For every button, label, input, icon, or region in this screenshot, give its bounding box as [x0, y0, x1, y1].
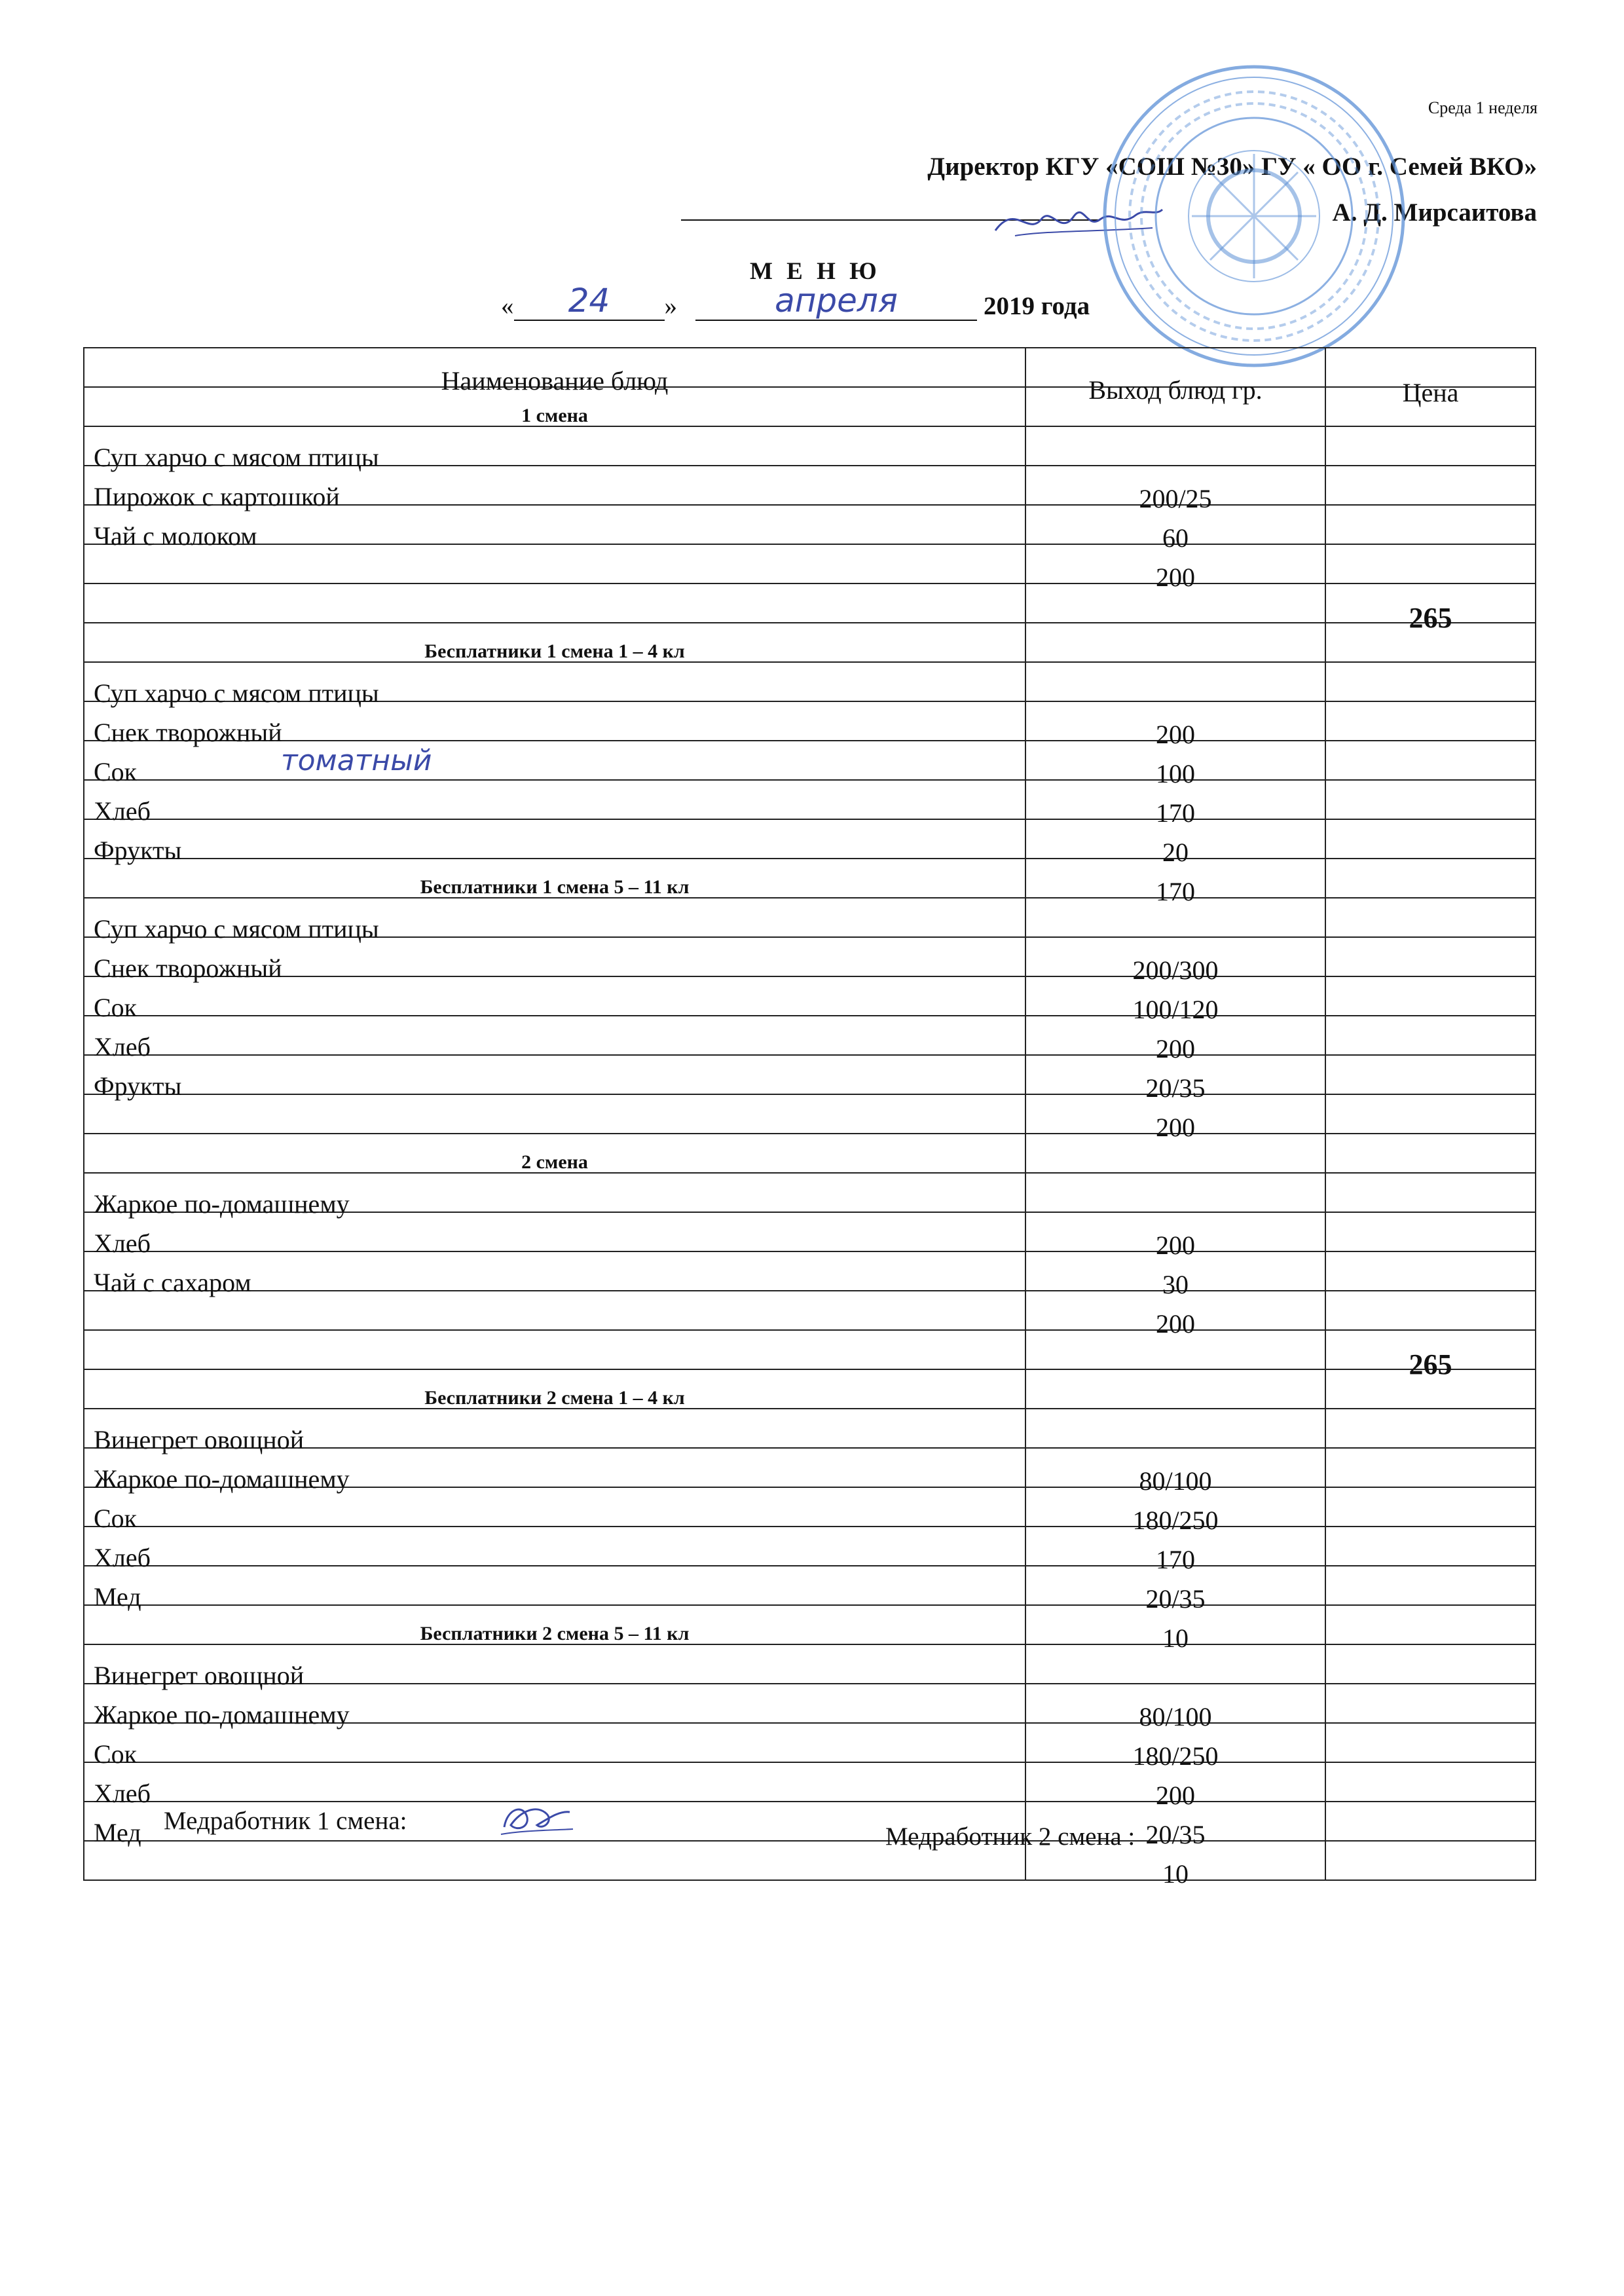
- dish-name: Винегрет овощной: [94, 1425, 304, 1454]
- menu-table: [83, 347, 1536, 1889]
- price-cell: [1325, 1723, 1536, 1762]
- dish-name-cell: [84, 741, 1025, 787]
- dish-weight: 80/100: [1139, 1702, 1212, 1731]
- price-cell: [1325, 1605, 1536, 1644]
- table-row: [84, 1173, 1536, 1212]
- price-cell: [1325, 1527, 1536, 1566]
- dish-name-cell: [84, 1212, 1025, 1258]
- dish-weight: 200: [1156, 1034, 1195, 1064]
- price-cell: [1325, 1448, 1536, 1487]
- price-cell: [1325, 505, 1536, 544]
- dish-name-cell: [84, 1605, 1025, 1644]
- menu-title: М Е Н Ю: [750, 258, 881, 285]
- dish-name: Жаркое по-домашнему: [94, 1464, 350, 1494]
- dish-name: Фрукты: [94, 1071, 182, 1101]
- weight-cell: [1025, 1448, 1325, 1496]
- dish-weight: 200: [1156, 720, 1195, 749]
- weight-cell: [1025, 1016, 1325, 1064]
- section-title: Бесплатники 1 смена 1 – 4 кл: [424, 640, 685, 662]
- dish-name: Сок: [94, 993, 138, 1022]
- dish-weight: 200: [1156, 1781, 1195, 1810]
- dish-name: Мед: [94, 1582, 141, 1612]
- date-close-quote: »: [664, 292, 677, 320]
- table-row: [84, 544, 1536, 583]
- price-cell: [1325, 544, 1536, 583]
- section-row: [84, 623, 1536, 662]
- dish-name-cell: [84, 976, 1025, 1022]
- weight-cell: [1025, 859, 1325, 906]
- dish-name-cell: [84, 1566, 1025, 1612]
- dish-name-cell: [84, 1448, 1025, 1494]
- weight-cell: [1025, 1762, 1325, 1810]
- price-cell: [1325, 701, 1536, 741]
- dish-weight: 180/250: [1132, 1506, 1219, 1535]
- dish-name-cell: [84, 1055, 1025, 1101]
- table-row: [84, 426, 1536, 466]
- dish-weight: 200/25: [1139, 484, 1212, 513]
- price-cell: [1325, 1094, 1536, 1134]
- dish-name: Фрукты: [94, 836, 182, 865]
- dish-name: Жаркое по-домашнему: [94, 1700, 350, 1730]
- dish-name: Хлеб: [94, 1543, 151, 1572]
- table-row: [84, 505, 1536, 544]
- table-row: [84, 1644, 1536, 1684]
- handwritten-note: томатный: [281, 744, 432, 777]
- week-label: Среда 1 неделя: [1428, 98, 1538, 117]
- dish-name-cell: [84, 1409, 1025, 1454]
- dish-weight: 200: [1156, 1113, 1195, 1142]
- dish-name-cell: [84, 1487, 1025, 1533]
- table-row: [84, 741, 1536, 780]
- dish-name-cell: [84, 662, 1025, 708]
- date-month-field: [695, 282, 977, 321]
- dish-price: 265: [1409, 1348, 1452, 1380]
- price-cell: [1325, 1016, 1536, 1055]
- dish-weight: 180/250: [1132, 1741, 1219, 1771]
- weight-cell: [1025, 1134, 1325, 1173]
- weight-cell: [1025, 426, 1325, 466]
- price-cell: [1325, 1409, 1536, 1448]
- table-row: [84, 1723, 1536, 1762]
- dish-name-cell: [84, 1723, 1025, 1769]
- section-row: [84, 1134, 1536, 1173]
- dish-name-cell: [84, 937, 1025, 983]
- dish-name: Пирожок с картошкой: [94, 482, 340, 511]
- dish-weight: 200: [1156, 1309, 1195, 1339]
- weight-cell: [1025, 1094, 1325, 1142]
- weight-cell: [1025, 701, 1325, 749]
- dish-name-cell: [84, 1291, 1025, 1330]
- table-row: [84, 1016, 1536, 1055]
- header-price-cell: [1325, 348, 1536, 407]
- price-cell: [1325, 1487, 1536, 1527]
- table-row: [84, 1251, 1536, 1291]
- weight-cell: [1025, 1723, 1325, 1771]
- section-row: [84, 387, 1536, 426]
- med-signature-icon: [491, 1791, 576, 1843]
- dish-name-cell: [84, 544, 1025, 583]
- dish-name-cell: [84, 466, 1025, 511]
- dish-weight: 170: [1156, 798, 1195, 828]
- dish-name: Суп харчо с мясом птицы: [94, 914, 379, 944]
- weight-cell: [1025, 976, 1325, 1024]
- table-row: [84, 1487, 1536, 1527]
- weight-cell: [1025, 1487, 1325, 1535]
- price-cell: [1325, 1055, 1536, 1094]
- price-cell: [1325, 1644, 1536, 1684]
- med-shift1-label: Медработник 1 смена:: [164, 1807, 407, 1835]
- col-price-header: Цена: [1402, 378, 1459, 407]
- weight-cell: [1025, 466, 1325, 513]
- section-title: Бесплатники 2 смена 1 – 4 кл: [424, 1387, 685, 1409]
- director-name: А. Д. Мирсаитова: [1332, 198, 1537, 227]
- date-day-field: [514, 282, 665, 321]
- weight-cell: [1025, 819, 1325, 867]
- price-cell: [1325, 859, 1536, 898]
- dish-name-cell: [84, 1016, 1025, 1062]
- price-cell: [1325, 387, 1536, 426]
- weight-cell: [1025, 387, 1325, 426]
- dish-name: Винегрет овощной: [94, 1661, 304, 1690]
- dish-name-cell: [84, 819, 1025, 865]
- weight-cell: [1025, 1644, 1325, 1684]
- dish-weight: 100: [1156, 759, 1195, 788]
- dish-name-cell: [84, 1251, 1025, 1297]
- dish-name: Чай с молоком: [94, 521, 257, 551]
- table-row: [84, 662, 1536, 701]
- price-cell: [1325, 1173, 1536, 1212]
- dish-weight: 20/35: [1145, 1820, 1206, 1849]
- price-cell: [1325, 1684, 1536, 1723]
- dish-weight: 20/35: [1145, 1584, 1206, 1614]
- med-shift2-label: Медработник 2 смена :: [885, 1823, 1135, 1851]
- dish-weight: 60: [1162, 523, 1189, 553]
- weight-cell: [1025, 898, 1325, 937]
- table-row: [84, 701, 1536, 741]
- weight-cell: [1025, 505, 1325, 553]
- weight-cell: [1025, 544, 1325, 592]
- weight-cell: [1025, 662, 1325, 701]
- menu-date: [501, 282, 1090, 321]
- dish-weight: 100/120: [1132, 995, 1219, 1024]
- dish-name-cell: [84, 1134, 1025, 1173]
- price-cell: [1325, 1762, 1536, 1802]
- date-month: апреля: [775, 282, 898, 320]
- table-row: [84, 898, 1536, 937]
- dish-name: Сок: [94, 1504, 138, 1533]
- date-year: 2019 года: [984, 292, 1090, 320]
- dish-name: Сок: [94, 757, 138, 787]
- price-cell: [1325, 937, 1536, 976]
- price-cell: [1325, 741, 1536, 780]
- price-cell: [1325, 1566, 1536, 1605]
- dish-name: Хлеб: [94, 796, 151, 826]
- dish-name: Хлеб: [94, 1229, 151, 1258]
- price-cell: [1325, 1212, 1536, 1251]
- dish-name: Хлеб: [94, 1779, 151, 1808]
- weight-cell: [1025, 937, 1325, 985]
- table-row: [84, 583, 1536, 623]
- dish-weight: 10: [1162, 1859, 1189, 1889]
- section-title: 2 смена: [521, 1151, 588, 1173]
- price-cell: [1325, 426, 1536, 466]
- weight-cell: [1025, 1409, 1325, 1448]
- dish-weight: 20/35: [1145, 1073, 1206, 1103]
- table-row: [84, 1684, 1536, 1723]
- dish-weight: 170: [1156, 877, 1195, 906]
- dish-name: Мед: [94, 1818, 141, 1847]
- price-cell: [1325, 1251, 1536, 1291]
- section-row: [84, 1369, 1536, 1409]
- weight-cell: [1025, 741, 1325, 788]
- dish-name: Жаркое по-домашнему: [94, 1189, 350, 1219]
- weight-cell: [1025, 1566, 1325, 1614]
- price-cell: [1325, 1841, 1536, 1880]
- col-weight-header: Выход блюд гр.: [1088, 375, 1263, 405]
- dish-name: Сок: [94, 1739, 138, 1769]
- dish-weight: 30: [1162, 1270, 1189, 1299]
- section-title: 1 смена: [521, 405, 588, 426]
- date-open-quote: «: [501, 292, 514, 320]
- header-weight-cell: [1025, 348, 1325, 405]
- date-day: 24: [568, 282, 610, 320]
- price-cell: [1325, 780, 1536, 819]
- dish-name-cell: [84, 505, 1025, 551]
- table-row: [84, 1330, 1536, 1369]
- dish-name-cell: [84, 898, 1025, 944]
- price-cell: [1325, 976, 1536, 1016]
- table-row: [84, 466, 1536, 505]
- dish-name-cell: [84, 859, 1025, 898]
- table-row: [84, 819, 1536, 859]
- price-cell: [1325, 1291, 1536, 1330]
- dish-name-cell: [84, 1330, 1025, 1369]
- section-title: Бесплатники 1 смена 5 – 11 кл: [420, 876, 690, 898]
- weight-cell: [1025, 1527, 1325, 1574]
- dish-weight: 20: [1162, 838, 1189, 867]
- section-title: Бесплатники 2 смена 5 – 11 кл: [420, 1623, 690, 1644]
- weight-cell: [1025, 1605, 1325, 1653]
- price-cell: [1325, 1134, 1536, 1173]
- director-title: Директор КГУ «СОШ №30» ГУ « ОО г. Семей ВКО»: [927, 153, 1537, 181]
- price-cell: [1325, 583, 1536, 634]
- table-header-row: [84, 348, 1536, 387]
- table-row: [84, 1055, 1536, 1094]
- weight-cell: [1025, 1330, 1325, 1369]
- weight-cell: [1025, 1684, 1325, 1731]
- section-row: [84, 1605, 1536, 1644]
- col-name-header: Наименование блюд: [441, 366, 669, 396]
- dish-weight: 80/100: [1139, 1466, 1212, 1496]
- dish-name-cell: [84, 426, 1025, 472]
- weight-cell: [1025, 1369, 1325, 1409]
- price-cell: [1325, 898, 1536, 937]
- table-row: [84, 937, 1536, 976]
- dish-name-cell: [84, 780, 1025, 826]
- table-row: [84, 976, 1536, 1016]
- dish-name: Снек творожный: [94, 718, 282, 747]
- price-cell: [1325, 623, 1536, 662]
- price-cell: [1325, 1330, 1536, 1380]
- table-row: [84, 1094, 1536, 1134]
- dish-name-cell: [84, 583, 1025, 623]
- dish-weight: 200: [1156, 563, 1195, 592]
- table-row: [84, 1409, 1536, 1448]
- table-row: [84, 1762, 1536, 1802]
- table-row: [84, 780, 1536, 819]
- dish-name-cell: [84, 1841, 1025, 1880]
- price-cell: [1325, 466, 1536, 505]
- dish-weight: 200: [1156, 1231, 1195, 1260]
- dish-weight: 200/300: [1132, 955, 1219, 985]
- table-row: [84, 1527, 1536, 1566]
- price-cell: [1325, 662, 1536, 701]
- dish-name-cell: [84, 1094, 1025, 1134]
- dish-name: Хлеб: [94, 1032, 151, 1062]
- table-row: [84, 1291, 1536, 1330]
- dish-name-cell: [84, 1527, 1025, 1572]
- dish-name-cell: [84, 701, 1025, 747]
- weight-cell: [1025, 1251, 1325, 1299]
- table-row: [84, 1212, 1536, 1251]
- table-row: [84, 1841, 1536, 1880]
- dish-name-cell: [84, 387, 1025, 426]
- school-seal-stamp: [1100, 62, 1408, 370]
- table-row: [84, 1448, 1536, 1487]
- dish-name-cell: [84, 1644, 1025, 1690]
- price-cell: [1325, 1369, 1536, 1409]
- weight-cell: [1025, 1173, 1325, 1212]
- dish-price: 265: [1409, 602, 1452, 634]
- dish-name-cell: [84, 1173, 1025, 1219]
- dish-name: Суп харчо с мясом птицы: [94, 678, 379, 708]
- dish-name: Чай с сахаром: [94, 1268, 251, 1297]
- weight-cell: [1025, 623, 1325, 662]
- weight-cell: [1025, 780, 1325, 828]
- dish-name-cell: [84, 623, 1025, 662]
- dish-name: Снек творожный: [94, 954, 282, 983]
- section-row: [84, 859, 1536, 898]
- dish-name-cell: [84, 1684, 1025, 1730]
- table-row: [84, 1566, 1536, 1605]
- weight-cell: [1025, 583, 1325, 623]
- weight-cell: [1025, 1291, 1325, 1339]
- price-cell: [1325, 819, 1536, 859]
- weight-cell: [1025, 1055, 1325, 1103]
- dish-name: Суп харчо с мясом птицы: [94, 443, 379, 472]
- dish-weight: 170: [1156, 1545, 1195, 1574]
- price-cell: [1325, 1802, 1536, 1841]
- dish-name-cell: [84, 1369, 1025, 1409]
- dish-weight: 10: [1162, 1623, 1189, 1653]
- header-name-cell: [84, 348, 1025, 396]
- weight-cell: [1025, 1212, 1325, 1260]
